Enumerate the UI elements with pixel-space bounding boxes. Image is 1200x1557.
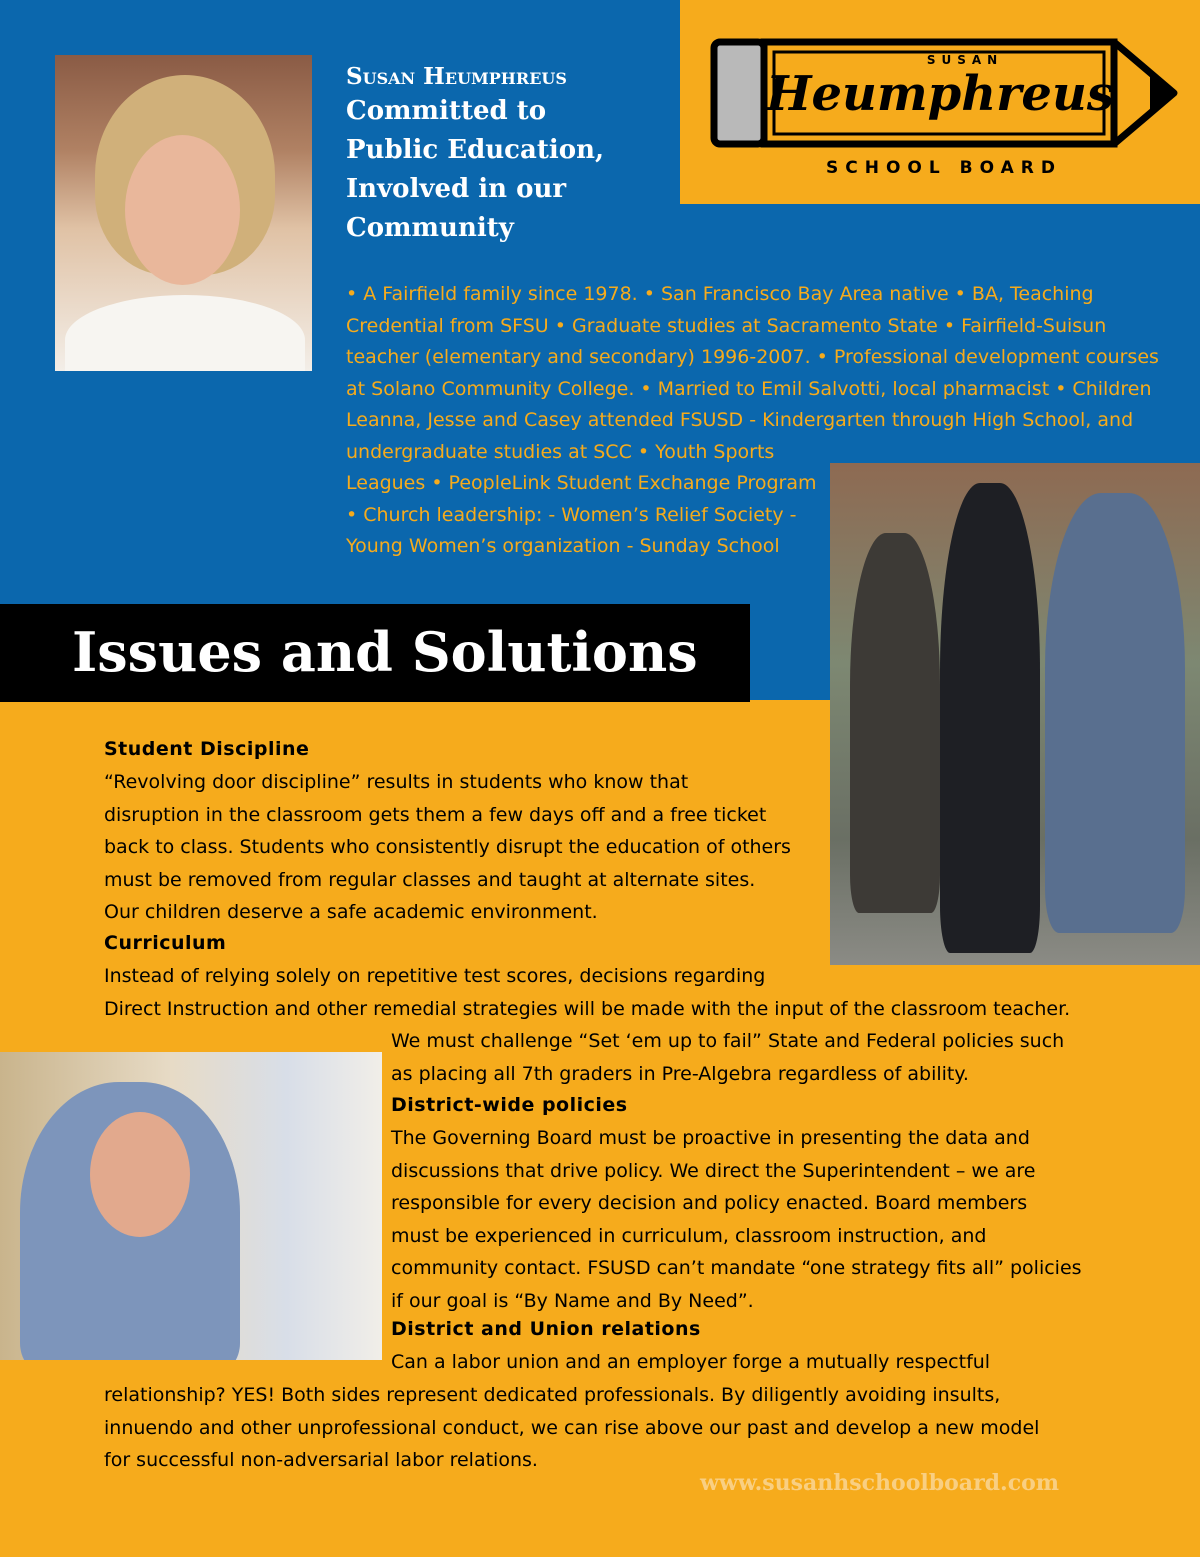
header-heading: [346, 62, 676, 248]
policies-paragraph: [391, 1122, 1082, 1317]
logo-subtitle: SCHOOL BOARD: [826, 158, 1062, 178]
paragraph-line: must be experienced in curriculum, classroom instruction, and: [391, 1224, 987, 1247]
paragraph-line: discussions that drive policy. We direct the Superintendent – we are: [391, 1159, 1036, 1182]
candidate-portrait-photo: [55, 55, 312, 371]
bio-line: Young Women’s organization - Sunday School: [346, 535, 780, 557]
paragraph-line: “Revolving door discipline” results in students who know that: [104, 771, 689, 793]
bio-line: • A Fairfield family since 1978. • San Francisco Bay Area native • BA, Teaching: [346, 283, 1094, 305]
bio-line: Leanna, Jesse and Casey attended FSUSD - Kindergarten through High School, and: [346, 409, 1134, 431]
website-url[interactable]: www.susanhschoolboard.com: [700, 1470, 1060, 1496]
discipline-paragraph: [104, 766, 791, 929]
bio-line: teacher (elementary and secondary) 1996-2007. • Professional development courses: [346, 346, 1159, 368]
family-person-shape: [940, 483, 1040, 953]
portrait-shirt-shape: [65, 295, 305, 371]
issues-title: Issues and Solutions: [72, 620, 698, 684]
paragraph-line: must be removed from regular classes and taught at alternate sites.: [104, 868, 756, 891]
campaign-logo: [680, 0, 1200, 204]
tagline-line: Community: [346, 213, 514, 243]
paragraph-line: The Governing Board must be proactive in presenting the data and: [391, 1127, 1030, 1149]
paragraph-line: relationship? YES! Both sides represent dedicated professionals. By diligently avoiding insults,: [104, 1384, 1001, 1406]
paragraph-line: Our children deserve a safe academic environment.: [104, 901, 598, 923]
family-person-shape: [1045, 493, 1185, 933]
section-heading-union: District and Union relations: [391, 1318, 701, 1340]
paragraph-line: Can a labor union and an employer forge a mutually respectful: [391, 1351, 991, 1373]
paragraph-line: if our goal is “By Name and By Need”.: [391, 1289, 754, 1312]
bio-line: Credential from SFSU • Graduate studies at Sacramento State • Fairfield-Suisun: [346, 314, 1107, 337]
bio-line: undergraduate studies at SCC • Youth Sports: [346, 440, 775, 463]
bio-line: Leagues • PeopleLink Student Exchange Program: [346, 472, 817, 494]
portrait-face-shape: [125, 135, 240, 285]
paragraph-line: back to class. Students who consistently disrupt the education of others: [104, 836, 791, 858]
tagline-line: Committed to: [346, 96, 547, 126]
paragraph-line: responsible for every decision and policy enacted. Board members: [391, 1192, 1028, 1214]
section-heading-policies: District-wide policies: [391, 1094, 628, 1116]
family-photo: [830, 463, 1200, 965]
tagline-line: Involved in our: [346, 174, 567, 204]
classroom-person-shape: [20, 1082, 240, 1360]
candidate-name: Susan Heumphreus: [346, 63, 567, 90]
paragraph-line: We must challenge “Set ‘em up to fail” State and Federal policies such: [391, 1030, 1065, 1052]
family-person-shape: [850, 533, 940, 913]
paragraph-line: community contact. FSUSD can’t mandate “one strategy fits all” policies: [391, 1257, 1082, 1279]
curriculum-paragraph-indented: [391, 1025, 1064, 1090]
section-heading-curriculum: Curriculum: [104, 932, 227, 954]
paragraph-line: disruption in the classroom gets them a few days off and a free ticket: [104, 803, 767, 826]
paragraph-line: Instead of relying solely on repetitive test scores, decisions regarding: [104, 965, 766, 987]
paragraph-line: Direct Instruction and other remedial strategies will be made with the input of the classroom teacher.: [104, 997, 1071, 1020]
logo-last-name: Heumphreus: [766, 66, 1114, 122]
union-paragraph-first-line: [391, 1346, 990, 1379]
classroom-face-shape: [90, 1112, 190, 1237]
logo-first-name: SUSAN: [926, 53, 1004, 67]
bio-line: • Church leadership: - Women’s Relief Society -: [346, 503, 797, 526]
classroom-photo: [0, 1052, 382, 1360]
paragraph-line: for successful non-adversarial labor relations.: [104, 1449, 538, 1471]
tagline-line: Public Education,: [346, 135, 605, 165]
union-paragraph: [104, 1379, 1039, 1477]
section-heading-discipline: Student Discipline: [104, 738, 310, 760]
bio-line: at Solano Community College. • Married to Emil Salvotti, local pharmacist • Children: [346, 377, 1152, 400]
paragraph-line: as placing all 7th graders in Pre-Algebra regardless of ability.: [391, 1062, 969, 1085]
curriculum-paragraph: [104, 960, 1070, 1025]
paragraph-line: innuendo and other unprofessional conduct, we can rise above our past and develop a new model: [104, 1416, 1040, 1439]
